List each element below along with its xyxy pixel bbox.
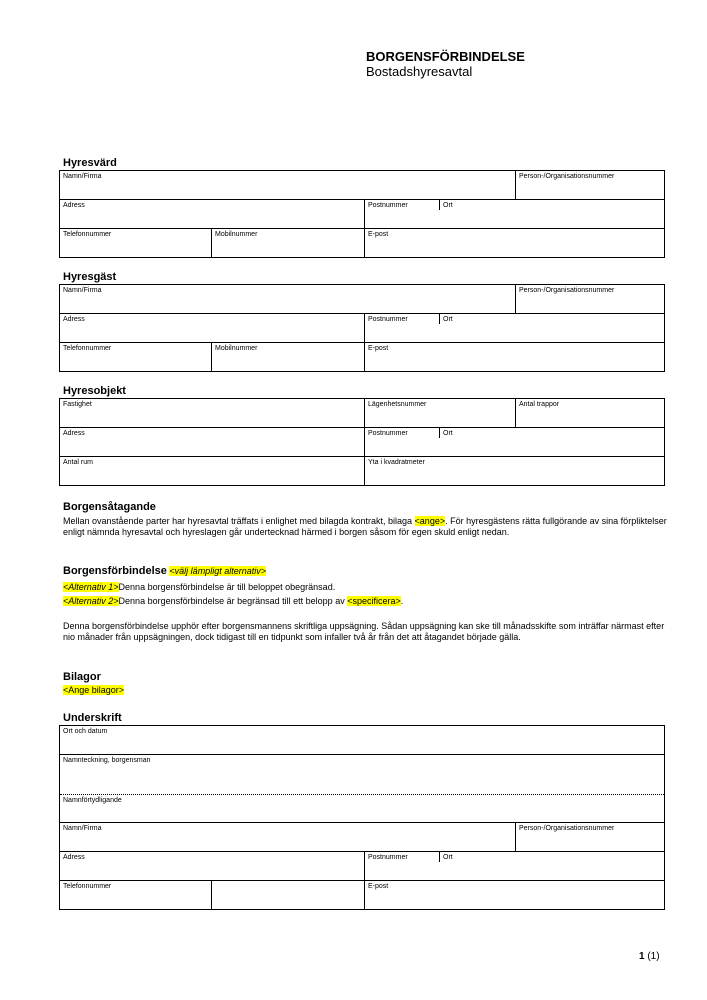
field-label: Namn/Firma — [63, 287, 102, 294]
hyresobjekt-row-property — [60, 399, 664, 428]
antal-trappor-field[interactable] — [515, 399, 664, 427]
hyresobjekt-postnr-field[interactable] — [364, 428, 439, 456]
field-label: Ort — [443, 430, 453, 437]
field-label: Adress — [63, 202, 85, 209]
field-label: Ort — [443, 316, 453, 323]
underskrift-phone-field[interactable] — [60, 881, 211, 910]
alternative-2 — [63, 596, 668, 607]
hyresgast-row-contact — [60, 343, 664, 372]
underskrift-row-address — [60, 852, 664, 881]
page-current: 1 — [639, 951, 645, 962]
ort-datum-field[interactable] — [60, 726, 664, 754]
lagenhetsnummer-field[interactable] — [364, 399, 515, 427]
document-subtitle: Bostadshyresavtal — [366, 64, 473, 79]
borgensatagande-text — [63, 516, 668, 538]
underskrift-row-contact — [60, 881, 664, 910]
underskrift-row-name — [60, 823, 664, 852]
field-label: Person-/Organisationsnummer — [519, 173, 615, 180]
field-label: Person-/Organisationsnummer — [519, 287, 615, 294]
hyresvard-row-name — [60, 171, 664, 200]
yta-field[interactable] — [364, 457, 664, 486]
document-title: BORGENSFÖRBINDELSE — [366, 49, 525, 64]
section-title-hyresgast: Hyresgäst — [63, 271, 117, 283]
hyresgast-form — [59, 284, 665, 372]
underskrift-ort-field[interactable] — [439, 852, 664, 862]
field-label: Namnteckning, borgensman — [63, 757, 151, 764]
section-title-bilagor: Bilagor — [63, 671, 101, 683]
hyresgast-ort-field[interactable] — [439, 314, 664, 324]
antal-rum-field[interactable] — [60, 457, 364, 486]
section-title-borgensforbindelse: Borgensförbindelse — [63, 565, 167, 577]
hyresgast-address-field[interactable] — [60, 314, 364, 342]
hyresgast-row-address — [60, 314, 664, 343]
alternative-2-tag[interactable]: <Alternativ 2> — [63, 596, 119, 606]
paragraph-text: Mellan ovanstående parter har hyresavtal träffats i enlighet med bilagda kontrakt, bilaga — [63, 516, 415, 526]
alternative-1-text: Denna borgensförbindelse är till beloppet obegränsad. — [118, 582, 336, 592]
field-label: Telefonnummer — [63, 345, 112, 352]
hyresvard-address-field[interactable] — [60, 200, 364, 228]
section-title-hyresobjekt: Hyresobjekt — [63, 385, 126, 397]
hyresvard-mobile-field[interactable] — [211, 229, 364, 258]
bilagor-line — [63, 685, 668, 696]
field-label: Mobilnummer — [215, 231, 258, 238]
hyresobjekt-ort-field[interactable] — [439, 428, 664, 438]
section-title-hyresvard: Hyresvärd — [63, 157, 117, 169]
hyresgast-name-field[interactable] — [60, 285, 515, 313]
paragraph-text: . För hyresgästens rätta fullgörande av sina förpliktelser enligt nämnda hyresavtal och hyreslagen går undertecknad härmed i borgen såsom för egen skuld enligt nedan. — [63, 516, 667, 537]
signature-field[interactable] — [60, 755, 664, 794]
field-label: Antal rum — [63, 459, 93, 466]
underskrift-postnr-field[interactable] — [364, 852, 439, 880]
hyresvard-name-field[interactable] — [60, 171, 515, 199]
fastighet-field[interactable] — [60, 399, 364, 427]
document-header — [366, 49, 525, 80]
hyresobjekt-form — [59, 398, 665, 486]
hyresgast-phone-field[interactable] — [60, 343, 211, 372]
name-clarification-field[interactable] — [60, 795, 664, 822]
hyresvard-orgnr-field[interactable] — [515, 171, 664, 199]
field-label: Namn/Firma — [63, 825, 102, 832]
underskrift-row-clarification — [60, 795, 664, 823]
field-label: Postnummer — [368, 430, 408, 437]
hyresvard-form — [59, 170, 665, 258]
page-number — [639, 951, 660, 963]
field-label: Adress — [63, 430, 85, 437]
field-label: Ort — [443, 202, 453, 209]
underskrift-orgnr-field[interactable] — [515, 823, 664, 851]
alternative-1 — [63, 582, 668, 593]
underskrift-row-signature — [60, 755, 664, 795]
field-label: Person-/Organisationsnummer — [519, 825, 615, 832]
hyresgast-row-name — [60, 285, 664, 314]
page-total: (1) — [647, 951, 660, 962]
hyresobjekt-row-size — [60, 457, 664, 486]
hyresvard-postnr-field[interactable] — [364, 200, 439, 228]
hyresvard-row-contact — [60, 229, 664, 258]
hyresvard-email-field[interactable] — [364, 229, 664, 258]
alternative-1-tag[interactable]: <Alternativ 1> — [63, 582, 119, 592]
field-label: Namn/Firma — [63, 173, 102, 180]
termination-text: Denna borgensförbindelse upphör efter borgensmannens skriftliga uppsägning. Sådan uppsägning kan ske till månadsskifte som inträffar närmast efter nio månader från uppsägningen, dock tidigast till en tidpunkt som infaller två år från det att åtagandet började gälla. — [63, 621, 665, 642]
field-label: Fastighet — [63, 401, 92, 408]
field-label: Ort och datum — [63, 728, 108, 735]
underskrift-address-field[interactable] — [60, 852, 364, 880]
field-label: Telefonnummer — [63, 883, 112, 890]
specificera-placeholder[interactable]: <specificera> — [347, 596, 401, 606]
hyresobjekt-row-address — [60, 428, 664, 457]
underskrift-blank-field[interactable] — [211, 881, 364, 910]
hyresvard-ort-field[interactable] — [439, 200, 664, 210]
choose-alternative-placeholder[interactable]: <välj lämpligt alternativ> — [169, 566, 266, 576]
hyresgast-postnr-field[interactable] — [364, 314, 439, 342]
alternative-2-end: . — [400, 596, 404, 606]
alternative-2-text: Denna borgensförbindelse är begränsad till ett belopp av — [118, 596, 348, 606]
field-label: E-post — [368, 345, 389, 352]
borgensforbindelse-heading — [63, 566, 668, 577]
field-label: E-post — [368, 231, 389, 238]
bilagor-placeholder[interactable]: <Ange bilagor> — [63, 685, 125, 695]
bilaga-placeholder[interactable]: <ange> — [414, 516, 446, 526]
section-title-borgensatagande: Borgensåtagande — [63, 501, 156, 513]
underskrift-email-field[interactable] — [364, 881, 664, 910]
field-label: Antal trappor — [519, 401, 560, 408]
field-label: E-post — [368, 883, 389, 890]
hyresobjekt-address-field[interactable] — [60, 428, 364, 456]
field-label: Postnummer — [368, 854, 408, 861]
field-label: Namnförtydligande — [63, 797, 122, 804]
field-label: Postnummer — [368, 316, 408, 323]
hyresgast-email-field[interactable] — [364, 343, 664, 372]
hyresgast-orgnr-field[interactable] — [515, 285, 664, 313]
field-label: Mobilnummer — [215, 345, 258, 352]
field-label: Adress — [63, 316, 85, 323]
underskrift-form — [59, 725, 665, 910]
field-label: Adress — [63, 854, 85, 861]
hyresvard-row-address — [60, 200, 664, 229]
hyresvard-phone-field[interactable] — [60, 229, 211, 258]
field-label: Telefonnummer — [63, 231, 112, 238]
underskrift-row-date — [60, 726, 664, 755]
field-label: Ort — [443, 854, 453, 861]
underskrift-name-field[interactable] — [60, 823, 515, 851]
field-label: Yta i kvadratmeter — [368, 459, 425, 466]
hyresgast-mobile-field[interactable] — [211, 343, 364, 372]
section-title-underskrift: Underskrift — [63, 712, 122, 724]
field-label: Lägenhetsnummer — [368, 401, 427, 408]
field-label: Postnummer — [368, 202, 408, 209]
